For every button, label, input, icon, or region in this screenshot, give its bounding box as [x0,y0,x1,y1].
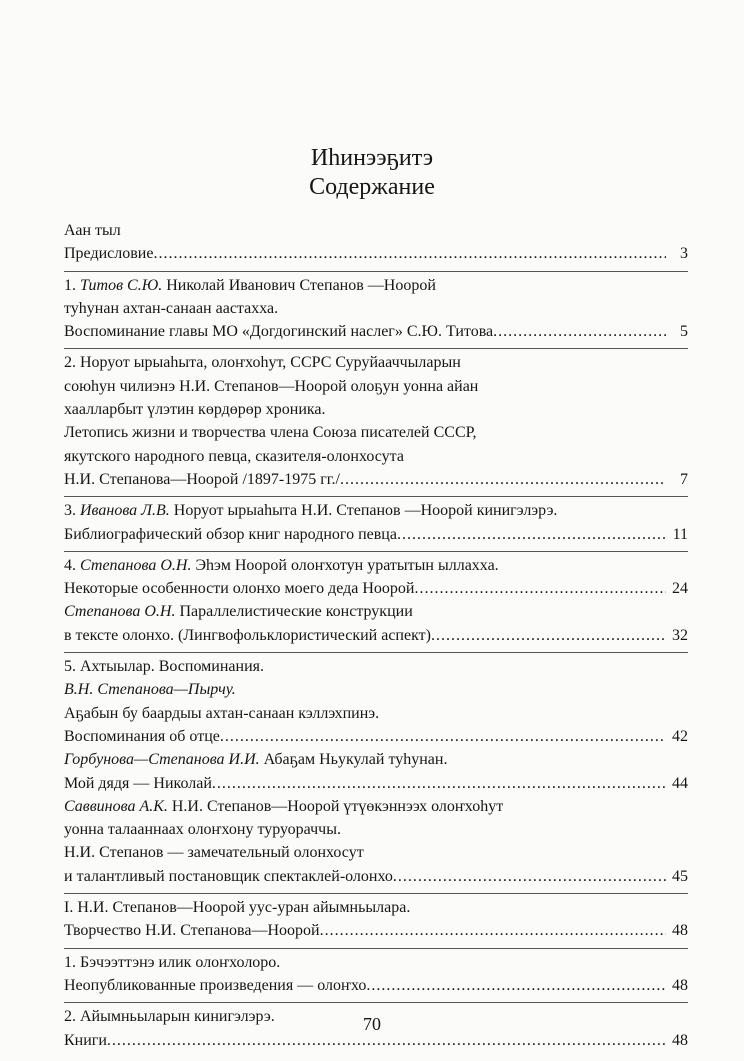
toc-line [64,445,688,468]
toc-entry [64,949,688,1004]
toc-line-text: и талантливый постановщик спектаклей-олонхо [64,867,393,885]
toc-page-number: 48 [672,922,688,940]
toc-line-text: 3. Иванова Л.В. Норуот ырыаһыта Н.И. Степанов —Ноорой кинигэлэрэ. [64,502,558,520]
dot-leader [340,468,666,491]
toc-line [64,297,688,320]
toc-line [64,725,688,748]
toc-page-number: 44 [672,774,688,792]
toc-line-text: Н.И. Степанова—Ноорой /1897-1975 гг./ [64,470,340,488]
toc-line [64,951,688,974]
toc-line [64,702,688,725]
toc-line [64,841,688,864]
heading-russian: Содержание [309,174,435,200]
toc-entry [64,349,688,497]
toc-line-text: туһунан ахтан-санаан аастахха. [64,299,279,317]
toc-line [64,818,688,841]
toc-page-number: 3 [680,245,688,263]
toc-page-number: 7 [680,470,688,488]
dot-leader [153,242,666,265]
toc-line-text: 1. Титов С.Ю. Николай Иванович Степанов —Ноорой [64,276,436,294]
toc-line [64,624,688,647]
toc-line-text: 1. Бэчээттэнэ илик олоҥхолоро. [64,953,281,971]
dot-leader [493,320,666,343]
toc-line [64,865,688,888]
toc-author: Саввинова А.К. [64,797,168,815]
toc-entry [64,894,688,949]
toc-entry [64,272,688,350]
toc-entry [64,552,688,653]
toc-line-text: Творчество Н.И. Степанова—Ноорой [64,922,320,940]
toc-line-text: Мой дядя — Николай [64,774,212,792]
toc-author: Горбунова—Степанова И.И. [64,751,260,769]
toc-line [64,468,688,491]
toc-entry [64,653,688,894]
dot-leader [320,919,666,942]
toc-line-text: Воспоминание главы МО «Догдогинский наслег» С.Ю. Титова [64,323,494,341]
dot-leader [220,725,666,748]
toc-line [64,896,688,919]
toc-line-text: Библиографический обзор книг народного певца [64,525,397,543]
toc-page-number: 11 [672,525,688,543]
toc-line-text: якутского народного певца, сказителя-олонхосута [64,447,404,465]
toc-page-number: 48 [672,976,688,994]
toc-line [64,274,688,297]
toc-line-text: Книги [64,1031,107,1049]
toc-entry [64,497,688,552]
toc-line-text: Н.И. Степанов — замечательный олонхосут [64,844,364,862]
toc-line-text: Аҕабын бу баардыы ахтан-санаан кэллэхпинэ. [64,704,380,722]
toc-line-text: 2. Айымньыларын кинигэлэрэ. [64,1008,275,1026]
toc-author: Титов С.Ю. [80,276,163,294]
toc-line [64,974,688,997]
toc-author: Степанова О.Н. [80,556,192,574]
toc-line [64,499,688,522]
dot-leader [414,577,666,600]
dot-leader [397,523,666,546]
toc-line-text: Горбунова—Степанова И.И. Абаҕам Ньукулай туһунан. [64,751,448,769]
toc-line [64,398,688,421]
toc-author: В.Н. Степанова—Пырчу. [64,681,236,699]
toc-line [64,554,688,577]
toc-page-number: 45 [672,867,688,885]
toc-page-number: 32 [672,626,688,644]
toc-line-text: хаалларбыт үлэтин көрдөрөр хроника. [64,401,326,419]
toc-line-text: Степанова О.Н. Параллелистические конструкции [64,603,413,621]
toc-line-text: союһун чилиэнэ Н.И. Степанов—Ноорой олоҕун уонна айан [64,377,479,395]
toc-line-text: 5. Ахтыылар. Воспоминания. [64,658,264,676]
dot-leader [212,772,666,795]
toc-line [64,421,688,444]
toc-line-text: Некоторые особенности олонхо моего деда Ноорой [64,580,415,598]
toc-line [64,577,688,600]
toc-line-text: Аан тыл [64,222,121,239]
dot-leader [393,865,666,888]
dot-leader [366,974,666,997]
toc-line [64,320,688,343]
table-of-contents [64,217,688,1057]
toc-line-text: уонна талааннаах олоҥхону туруораччы. [64,821,341,839]
toc-line [64,375,688,398]
toc-line-text: Летопись жизни и творчества члена Союза писателей СССР, [64,424,477,442]
toc-line-text [64,681,236,698]
toc-line [64,242,688,265]
toc-line-text: 4. Степанова О.Н. Эһэм Ноорой олоҥхотун уратытын ыллахха. [64,556,499,574]
toc-line-text: I. Н.И. Степанов—Ноорой уус-уран айымньылара. [64,899,411,917]
toc-line [64,219,688,242]
toc-line [64,678,688,701]
toc-author: Степанова О.Н. [64,603,176,621]
toc-line [64,772,688,795]
toc-entry [64,217,688,272]
toc-line [64,523,688,546]
toc-line-text: в тексте олонхо. (Лингвофольклористический аспект) [64,626,431,644]
page-number: 70 [363,1014,381,1034]
toc-line [64,600,688,623]
toc-author: Иванова Л.В. [80,502,170,520]
toc-line [64,795,688,818]
toc-line-text: Неопубликованные произведения — олоҥхо [64,976,367,994]
toc-page-number: 5 [680,323,688,341]
toc-page-number: 42 [672,727,688,745]
toc-line-text: Саввинова А.К. Н.И. Степанов—Ноорой үтүөкэннээх олоҥхоһут [64,797,504,815]
toc-line-text: Воспоминания об отце [64,727,220,745]
toc-line [64,351,688,374]
toc-line [64,919,688,942]
toc-page-number: 48 [672,1031,688,1049]
toc-page-number: 24 [672,580,688,598]
heading-yakut: Иhинээҕитэ [310,145,434,171]
toc-line-text: Предисловие [64,245,154,263]
toc-line-text: 2. Норуот ырыаһыта, олоҥхоһут, ССРС Суруйааччыларын [64,354,461,372]
toc-line [64,748,688,771]
dot-leader [431,624,666,647]
toc-line [64,655,688,678]
